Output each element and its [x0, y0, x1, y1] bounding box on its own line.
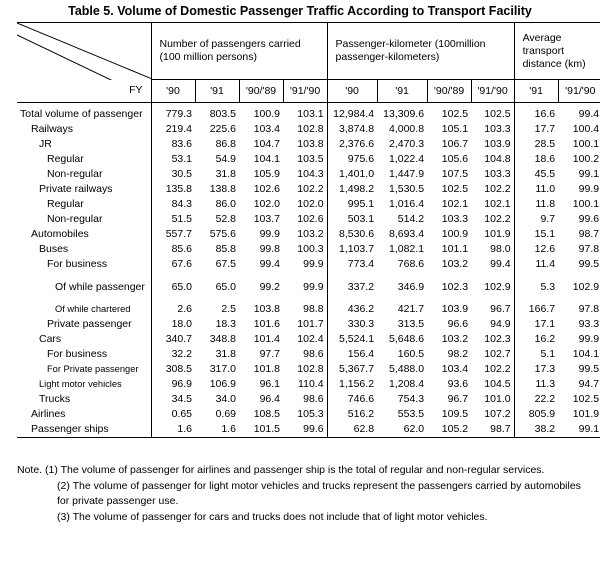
cell-value: 773.4: [327, 257, 377, 272]
notes: [17, 463, 592, 525]
cell-value: 225.6: [209, 123, 236, 135]
table-body: [17, 103, 600, 438]
table-row: [17, 182, 600, 197]
table-row: [17, 227, 600, 242]
cell-value: 110.4: [298, 378, 324, 390]
cell-value: 109.5: [441, 408, 469, 420]
cell-value: 1,016.4: [389, 198, 425, 210]
row-label: Cars: [39, 333, 62, 345]
cell-value: 337.2: [327, 272, 377, 302]
cell-value: 102.5: [441, 108, 469, 120]
cell-value: 104.1: [572, 348, 600, 360]
cell-value: 102.6: [297, 213, 324, 225]
cell-value: 1,156.2: [327, 377, 377, 392]
cell-value: 31.8: [215, 168, 236, 180]
cell-value: 0.69: [215, 408, 236, 420]
row-label: Buses: [39, 243, 69, 255]
cell-value: 9.7: [514, 212, 558, 227]
cell-value: 5,524.1: [327, 332, 377, 347]
cell-value: 100.1: [572, 198, 600, 210]
cell-value: 514.2: [397, 213, 425, 225]
cell-value: 1.6: [221, 423, 236, 435]
cell-value: 62.8: [327, 422, 377, 438]
cell-value: 17.3: [514, 362, 558, 377]
cell-value: 308.5: [151, 362, 195, 377]
cell-value: 98.8: [303, 303, 324, 315]
table-row: [17, 377, 600, 392]
table-row: [17, 407, 600, 422]
cell-value: 99.9: [578, 333, 600, 345]
cell-value: 975.6: [327, 152, 377, 167]
cell-value: 102.2: [484, 213, 511, 225]
cell-value: 553.5: [397, 408, 425, 420]
cell-value: 99.1: [578, 168, 600, 180]
cell-value: 104.1: [253, 153, 280, 165]
cell-value: 108.5: [253, 408, 280, 420]
cell-value: 340.7: [151, 332, 195, 347]
cell-value: 16.2: [514, 332, 558, 347]
cell-value: 99.4: [259, 258, 280, 270]
cell-value: 100.2: [572, 153, 600, 165]
cell-value: 12,984.4: [327, 103, 377, 123]
corner-diagonal-lines: [17, 23, 151, 80]
cell-value: 98.2: [447, 348, 469, 360]
cell-value: 156.4: [327, 347, 377, 362]
cell-value: 105.2: [441, 423, 469, 435]
cell-value: 86.8: [215, 138, 236, 150]
table-row: [17, 347, 600, 362]
cell-value: 103.3: [484, 123, 511, 135]
cell-value: 1,103.7: [327, 242, 377, 257]
cell-value: 103.2: [297, 228, 324, 240]
table-row: [17, 392, 600, 407]
cell-value: 13,309.6: [383, 108, 425, 120]
cell-value: 317.0: [209, 363, 236, 375]
cell-value: 102.3: [484, 333, 511, 345]
header-year: '90: [327, 80, 377, 103]
header-year: '91: [514, 80, 558, 103]
cell-value: 93.6: [447, 378, 469, 390]
cell-value: 98.6: [303, 348, 324, 360]
cell-value: 96.7: [447, 393, 469, 405]
cell-value: 4,000.8: [389, 123, 425, 135]
cell-value: 28.5: [514, 137, 558, 152]
cell-value: 103.9: [441, 303, 469, 315]
cell-value: 99.2: [259, 281, 280, 293]
cell-value: 1,447.9: [389, 168, 425, 180]
cell-value: 104.5: [484, 378, 511, 390]
row-label: Private passenger: [47, 318, 132, 330]
header-year: '91/'90: [471, 80, 514, 103]
cell-value: 103.2: [441, 333, 469, 345]
cell-value: 503.1: [327, 212, 377, 227]
cell-value: 99.5: [578, 363, 600, 375]
table-row: [17, 122, 600, 137]
header-year: '90/'89: [427, 80, 471, 103]
cell-value: 52.8: [215, 213, 236, 225]
cell-value: 101.4: [253, 333, 280, 345]
note-2-prefix: (2): [57, 479, 70, 492]
note-2: [17, 479, 592, 510]
table-row: [17, 242, 600, 257]
cell-value: 11.4: [514, 257, 558, 272]
cell-value: 96.9: [151, 377, 195, 392]
cell-value: 746.6: [327, 392, 377, 407]
cell-value: 138.8: [209, 183, 236, 195]
cell-value: 557.7: [151, 227, 195, 242]
cell-value: 103.3: [484, 168, 511, 180]
cell-value: 65.0: [215, 281, 236, 293]
note-1-text: The volume of passenger for airlines and passenger ship is the total of regular and non-regular services.: [60, 464, 545, 476]
table-row: [17, 422, 600, 438]
row-label: For business: [47, 348, 108, 360]
cell-value: 330.3: [327, 317, 377, 332]
table-row: [17, 137, 600, 152]
cell-value: 3,874.8: [327, 122, 377, 137]
header-year: '91/'90: [558, 80, 600, 103]
cell-value: 101.1: [441, 243, 469, 255]
cell-value: 103.8: [297, 138, 324, 150]
header-corner: [17, 23, 151, 80]
cell-value: 160.5: [397, 348, 425, 360]
cell-value: 102.1: [484, 198, 511, 210]
cell-value: 67.5: [215, 258, 236, 270]
table-row: [17, 197, 600, 212]
cell-value: 18.0: [151, 317, 195, 332]
cell-value: 8,693.4: [389, 228, 425, 240]
cell-value: 98.7: [490, 423, 511, 435]
cell-value: 101.8: [253, 363, 280, 375]
row-label: Railways: [31, 123, 74, 135]
row-label: Total volume of passenger: [20, 108, 143, 120]
cell-value: 99.6: [578, 213, 600, 225]
cell-value: 1.6: [151, 422, 195, 438]
cell-value: 97.8: [578, 243, 600, 255]
cell-value: 98.6: [303, 393, 324, 405]
cell-value: 100.4: [572, 123, 600, 135]
cell-value: 93.3: [578, 318, 600, 330]
header-row-groups: [17, 23, 600, 80]
row-label: Automobiles: [31, 228, 89, 240]
cell-value: 103.3: [441, 213, 469, 225]
cell-value: 96.4: [259, 393, 280, 405]
row-label: Light motor vehicles: [39, 379, 122, 389]
cell-value: 102.1: [441, 198, 469, 210]
cell-value: 103.7: [253, 213, 280, 225]
cell-value: 100.9: [441, 228, 469, 240]
cell-value: 99.9: [303, 281, 324, 293]
cell-value: 8,530.6: [327, 227, 377, 242]
cell-value: 101.9: [572, 408, 600, 420]
note-2-text: The volume of passenger for light motor vehicles and trucks represent the passengers carried by automobiles for private passenger use.: [57, 479, 581, 507]
cell-value: 96.1: [259, 378, 280, 390]
cell-value: 5,367.7: [327, 362, 377, 377]
cell-value: 18.6: [514, 152, 558, 167]
cell-value: 45.5: [514, 167, 558, 182]
cell-value: 102.6: [253, 183, 280, 195]
passenger-traffic-table: [17, 22, 600, 438]
cell-value: 102.7: [484, 348, 511, 360]
cell-value: 83.6: [151, 137, 195, 152]
cell-value: 54.9: [215, 153, 236, 165]
cell-value: 99.4: [578, 108, 600, 120]
cell-value: 436.2: [327, 302, 377, 317]
cell-value: 106.9: [209, 378, 236, 390]
cell-value: 94.9: [490, 318, 511, 330]
cell-value: 1,401.0: [327, 167, 377, 182]
cell-value: 107.2: [484, 408, 511, 420]
cell-value: 102.4: [297, 333, 324, 345]
cell-value: 11.3: [514, 377, 558, 392]
cell-value: 100.3: [297, 243, 324, 255]
cell-value: 421.7: [397, 303, 425, 315]
cell-value: 1,498.2: [327, 182, 377, 197]
cell-value: 65.0: [151, 272, 195, 302]
cell-value: 2,470.3: [389, 138, 425, 150]
row-label: For business: [47, 258, 108, 270]
cell-value: 103.9: [484, 138, 511, 150]
cell-value: 2.6: [151, 302, 195, 317]
cell-value: 98.0: [490, 243, 511, 255]
cell-value: 995.1: [327, 197, 377, 212]
cell-value: 102.2: [484, 183, 511, 195]
header-fy: FY: [17, 80, 151, 103]
table-row: [17, 332, 600, 347]
cell-value: 575.6: [209, 228, 236, 240]
cell-value: 96.7: [490, 303, 511, 315]
cell-value: 106.7: [441, 138, 469, 150]
cell-value: 166.7: [514, 302, 558, 317]
row-label: Private railways: [39, 183, 113, 195]
cell-value: 1,022.4: [389, 153, 425, 165]
cell-value: 219.4: [151, 122, 195, 137]
cell-value: 5.1: [514, 347, 558, 362]
cell-value: 5,488.0: [389, 363, 425, 375]
header-year: '90: [151, 80, 195, 103]
row-label: Trucks: [39, 393, 71, 405]
cell-value: 100.9: [253, 108, 280, 120]
cell-value: 85.8: [215, 243, 236, 255]
cell-value: 102.8: [297, 363, 324, 375]
cell-value: 102.2: [297, 183, 324, 195]
cell-value: 53.1: [151, 152, 195, 167]
table-row: [17, 272, 600, 302]
cell-value: 17.1: [514, 317, 558, 332]
table-row: [17, 362, 600, 377]
table-row: [17, 302, 600, 317]
cell-value: 86.0: [215, 198, 236, 210]
row-label: Passenger ships: [31, 423, 109, 435]
cell-value: 516.2: [327, 407, 377, 422]
cell-value: 62.0: [403, 423, 425, 435]
cell-value: 17.7: [514, 122, 558, 137]
header-year: '91: [377, 80, 427, 103]
cell-value: 97.8: [578, 303, 600, 315]
cell-value: 101.0: [484, 393, 511, 405]
cell-value: 313.5: [397, 318, 425, 330]
cell-value: 805.9: [514, 407, 558, 422]
cell-value: 103.8: [253, 303, 280, 315]
cell-value: 51.5: [151, 212, 195, 227]
note-3-text: The volume of passenger for cars and trucks does not include that of light motor vehicles.: [72, 510, 488, 523]
cell-value: 67.6: [151, 257, 195, 272]
cell-value: 768.6: [397, 258, 425, 270]
note-1-prefix: Note. (1): [17, 464, 58, 476]
cell-value: 99.6: [303, 423, 324, 435]
header-year: '90/'89: [239, 80, 283, 103]
cell-value: 38.2: [514, 422, 558, 438]
cell-value: 99.1: [578, 423, 600, 435]
cell-value: 85.6: [151, 242, 195, 257]
cell-value: 105.1: [441, 123, 469, 135]
table-title: Table 5. Volume of Domestic Passenger Traffic According to Transport Facility: [68, 4, 532, 18]
cell-value: 99.9: [578, 183, 600, 195]
row-label: Of while passenger: [55, 281, 145, 293]
cell-value: 0.65: [151, 407, 195, 422]
cell-value: 16.6: [514, 103, 558, 123]
cell-value: 103.4: [253, 123, 280, 135]
cell-value: 103.4: [441, 363, 469, 375]
cell-value: 102.0: [253, 198, 280, 210]
cell-value: 34.0: [215, 393, 236, 405]
header-avg-distance: Average transport distance (km): [514, 23, 600, 80]
row-label: Non-regular: [47, 168, 103, 180]
cell-value: 1,530.5: [389, 183, 425, 195]
cell-value: 1,208.4: [389, 378, 425, 390]
table-row: [17, 212, 600, 227]
cell-value: 31.8: [215, 348, 236, 360]
header-row-years: [17, 80, 600, 103]
cell-value: 103.1: [297, 108, 324, 120]
cell-value: 101.6: [253, 318, 280, 330]
header-passengers-carried: Number of passengers carried (100 million persons): [151, 23, 327, 80]
cell-value: 99.8: [259, 243, 280, 255]
cell-value: 11.8: [514, 197, 558, 212]
cell-value: 96.6: [447, 318, 469, 330]
cell-value: 22.2: [514, 392, 558, 407]
header-year: '91: [195, 80, 239, 103]
cell-value: 32.2: [151, 347, 195, 362]
cell-value: 102.0: [297, 198, 324, 210]
header-year: '91/'90: [283, 80, 327, 103]
cell-value: 101.7: [297, 318, 324, 330]
cell-value: 34.5: [151, 392, 195, 407]
cell-value: 803.5: [209, 108, 236, 120]
cell-value: 102.9: [484, 281, 511, 293]
note-3: [17, 510, 592, 526]
cell-value: 102.8: [297, 123, 324, 135]
cell-value: 105.3: [297, 408, 324, 420]
cell-value: 18.3: [215, 318, 236, 330]
cell-value: 5.3: [514, 272, 558, 302]
cell-value: 12.6: [514, 242, 558, 257]
cell-value: 2.5: [221, 303, 236, 315]
note-3-prefix: (3): [57, 510, 70, 523]
row-label: Regular: [47, 153, 84, 165]
cell-value: 105.9: [253, 168, 280, 180]
cell-value: 107.5: [441, 168, 469, 180]
cell-value: 101.9: [484, 228, 511, 240]
cell-value: 5,648.6: [389, 333, 425, 345]
cell-value: 102.5: [484, 108, 511, 120]
header-passenger-km: Passenger-kilometer (100million passenger-kilometers): [327, 23, 514, 80]
row-label: JR: [39, 138, 52, 150]
note-1: [17, 463, 592, 479]
cell-value: 99.4: [490, 258, 511, 270]
cell-value: 103.2: [441, 258, 469, 270]
cell-value: 100.1: [572, 138, 600, 150]
cell-value: 105.6: [441, 153, 469, 165]
cell-value: 104.8: [484, 153, 511, 165]
cell-value: 135.8: [151, 182, 195, 197]
table-row: [17, 152, 600, 167]
cell-value: 779.3: [151, 103, 195, 123]
cell-value: 97.7: [259, 348, 280, 360]
cell-value: 102.9: [572, 281, 600, 293]
cell-value: 346.9: [397, 281, 425, 293]
table-row: [17, 103, 600, 123]
row-label: Airlines: [31, 408, 66, 420]
row-label: For Private passenger: [47, 364, 139, 374]
row-label: Non-regular: [47, 213, 103, 225]
cell-value: 103.5: [297, 153, 324, 165]
table-row: [17, 257, 600, 272]
table-row: [17, 317, 600, 332]
cell-value: 98.7: [578, 228, 600, 240]
cell-value: 30.5: [151, 167, 195, 182]
cell-value: 102.2: [484, 363, 511, 375]
cell-value: 94.7: [578, 378, 600, 390]
cell-value: 102.5: [441, 183, 469, 195]
table-row: [17, 167, 600, 182]
cell-value: 2,376.6: [327, 137, 377, 152]
cell-value: 104.3: [297, 168, 324, 180]
cell-value: 99.9: [303, 258, 324, 270]
cell-value: 15.1: [514, 227, 558, 242]
cell-value: 101.5: [253, 423, 280, 435]
cell-value: 102.3: [441, 281, 469, 293]
cell-value: 84.3: [151, 197, 195, 212]
row-label: Of while chartered: [55, 304, 131, 314]
cell-value: 102.5: [572, 393, 600, 405]
cell-value: 1,082.1: [389, 243, 425, 255]
cell-value: 104.7: [253, 138, 280, 150]
cell-value: 11.0: [514, 182, 558, 197]
cell-value: 99.9: [259, 228, 280, 240]
cell-value: 348.8: [209, 333, 236, 345]
cell-value: 754.3: [397, 393, 425, 405]
cell-value: 99.5: [578, 258, 600, 270]
row-label: Regular: [47, 198, 84, 210]
